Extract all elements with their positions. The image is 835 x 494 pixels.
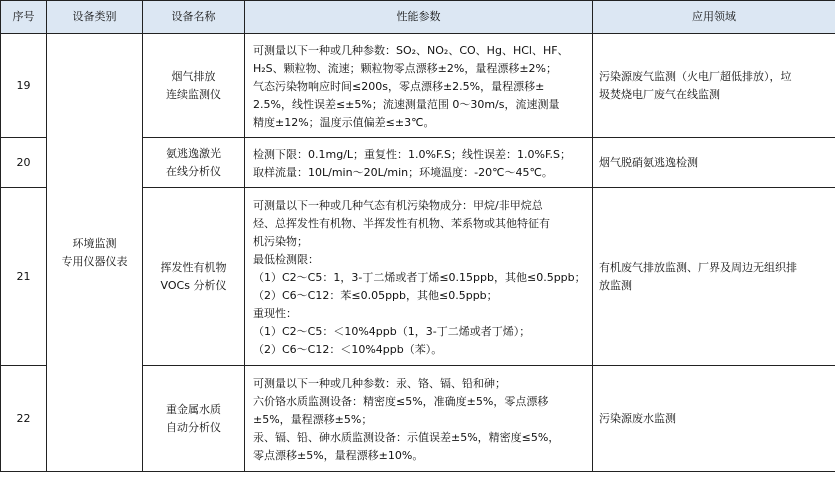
device-name-line: VOCs 分析仪 bbox=[160, 278, 227, 292]
app-line: 圾焚烧电厂废气在线监测 bbox=[599, 87, 720, 101]
row-num: 22 bbox=[1, 366, 47, 472]
device-name bbox=[143, 366, 245, 472]
param-line: （2）C6～C12：＜10%4ppb（苯）。 bbox=[253, 342, 443, 356]
app-cell bbox=[593, 138, 835, 188]
param-line: 重现性： bbox=[253, 306, 297, 320]
param-cell bbox=[245, 34, 593, 138]
param-cell bbox=[245, 366, 593, 472]
app-line: 污染源废气监测（火电厂超低排放），垃 bbox=[599, 69, 792, 83]
device-name-line: 烟气排放 bbox=[171, 69, 216, 83]
param-line: ±5%，量程漂移±5%； bbox=[253, 412, 373, 426]
param-line: 汞、镉、铅、砷水质监测设备：示值误差±5%，精密度≤5%， bbox=[253, 430, 560, 444]
device-name-line: 重金属水质 bbox=[166, 402, 221, 416]
param-line: （1）C2～C5：1，3-丁二烯或者丁烯≤0.15ppb，其他≤0.5ppb； bbox=[253, 270, 586, 284]
param-line: 可测量以下一种或几种参数：汞、铬、镉、铅和砷； bbox=[253, 376, 506, 390]
param-line: 可测量以下一种或几种参数：SO₂、NO₂、CO、Hg、HCl、HF、 bbox=[253, 43, 569, 57]
param-line: 检测下限：0.1mg/L；重复性：1.0%F.S；线性误差：1.0%F.S； bbox=[253, 147, 571, 161]
param-line: 烃、总挥发性有机物、半挥发性有机物、苯系物或其他特征有 bbox=[253, 216, 550, 230]
device-name-line: 自动分析仪 bbox=[166, 420, 221, 434]
param-line: （1）C2～C5：＜10%4ppb（1，3-丁二烯或者丁烯）； bbox=[253, 324, 531, 338]
header-app: 应用领域 bbox=[593, 1, 835, 34]
app-line: 放监测 bbox=[599, 278, 632, 292]
category-line: 专用仪器仪表 bbox=[61, 254, 128, 268]
header-name: 设备名称 bbox=[143, 1, 245, 34]
device-name-line: 挥发性有机物 bbox=[160, 260, 227, 274]
table-row bbox=[1, 34, 835, 138]
param-line: 六价铬水质监测设备：精密度≤5%，准确度±5%，零点漂移 bbox=[253, 394, 549, 408]
app-cell bbox=[593, 34, 835, 138]
param-line: 取样流量：10L/min～20L/min；环境温度：-20℃～45℃。 bbox=[253, 165, 553, 179]
param-line: 零点漂移±5%，量程漂移±10%。 bbox=[253, 448, 424, 462]
app-line: 有机废气排放监测、厂界及周边无组织排 bbox=[599, 260, 797, 274]
param-cell bbox=[245, 188, 593, 366]
device-name bbox=[143, 138, 245, 188]
header-params: 性能参数 bbox=[245, 1, 593, 34]
header-num: 序号 bbox=[1, 1, 47, 34]
device-name bbox=[143, 188, 245, 366]
param-line: 2.5%，线性误差≤±5%；流速测量范围 0～30m/s，流速测量 bbox=[253, 97, 560, 111]
device-name bbox=[143, 34, 245, 138]
param-line: 机污染物； bbox=[253, 234, 308, 248]
app-cell bbox=[593, 366, 835, 472]
category-cell bbox=[47, 34, 143, 472]
param-line: 气态污染物响应时间≤200s，零点漂移±2.5%，量程漂移± bbox=[253, 79, 545, 93]
param-line: 精度±12%；温度示值偏差≤±3℃。 bbox=[253, 115, 435, 129]
param-line: 最低检测限： bbox=[253, 252, 319, 266]
row-num: 21 bbox=[1, 188, 47, 366]
app-line: 污染源废水监测 bbox=[599, 411, 676, 425]
app-cell bbox=[593, 188, 835, 366]
header-row bbox=[1, 1, 835, 34]
row-num: 19 bbox=[1, 34, 47, 138]
device-name-line: 连续监测仪 bbox=[166, 87, 221, 101]
device-name-line: 在线分析仪 bbox=[166, 164, 221, 178]
param-line: （2）C6～C12：苯≤0.05ppb，其他≤0.5ppb； bbox=[253, 288, 498, 302]
param-cell bbox=[245, 138, 593, 188]
device-name-line: 氨逃逸激光 bbox=[166, 146, 221, 160]
header-category: 设备类别 bbox=[47, 1, 143, 34]
app-line: 烟气脱硝氨逃逸检测 bbox=[599, 155, 698, 169]
param-line: H₂S、颗粒物、流速；颗粒物零点漂移±2%，量程漂移±2%； bbox=[253, 61, 557, 75]
param-line: 可测量以下一种或几种气态有机污染物成分：甲烷/非甲烷总 bbox=[253, 198, 543, 212]
category-line: 环境监测 bbox=[72, 236, 117, 250]
row-num: 20 bbox=[1, 138, 47, 188]
